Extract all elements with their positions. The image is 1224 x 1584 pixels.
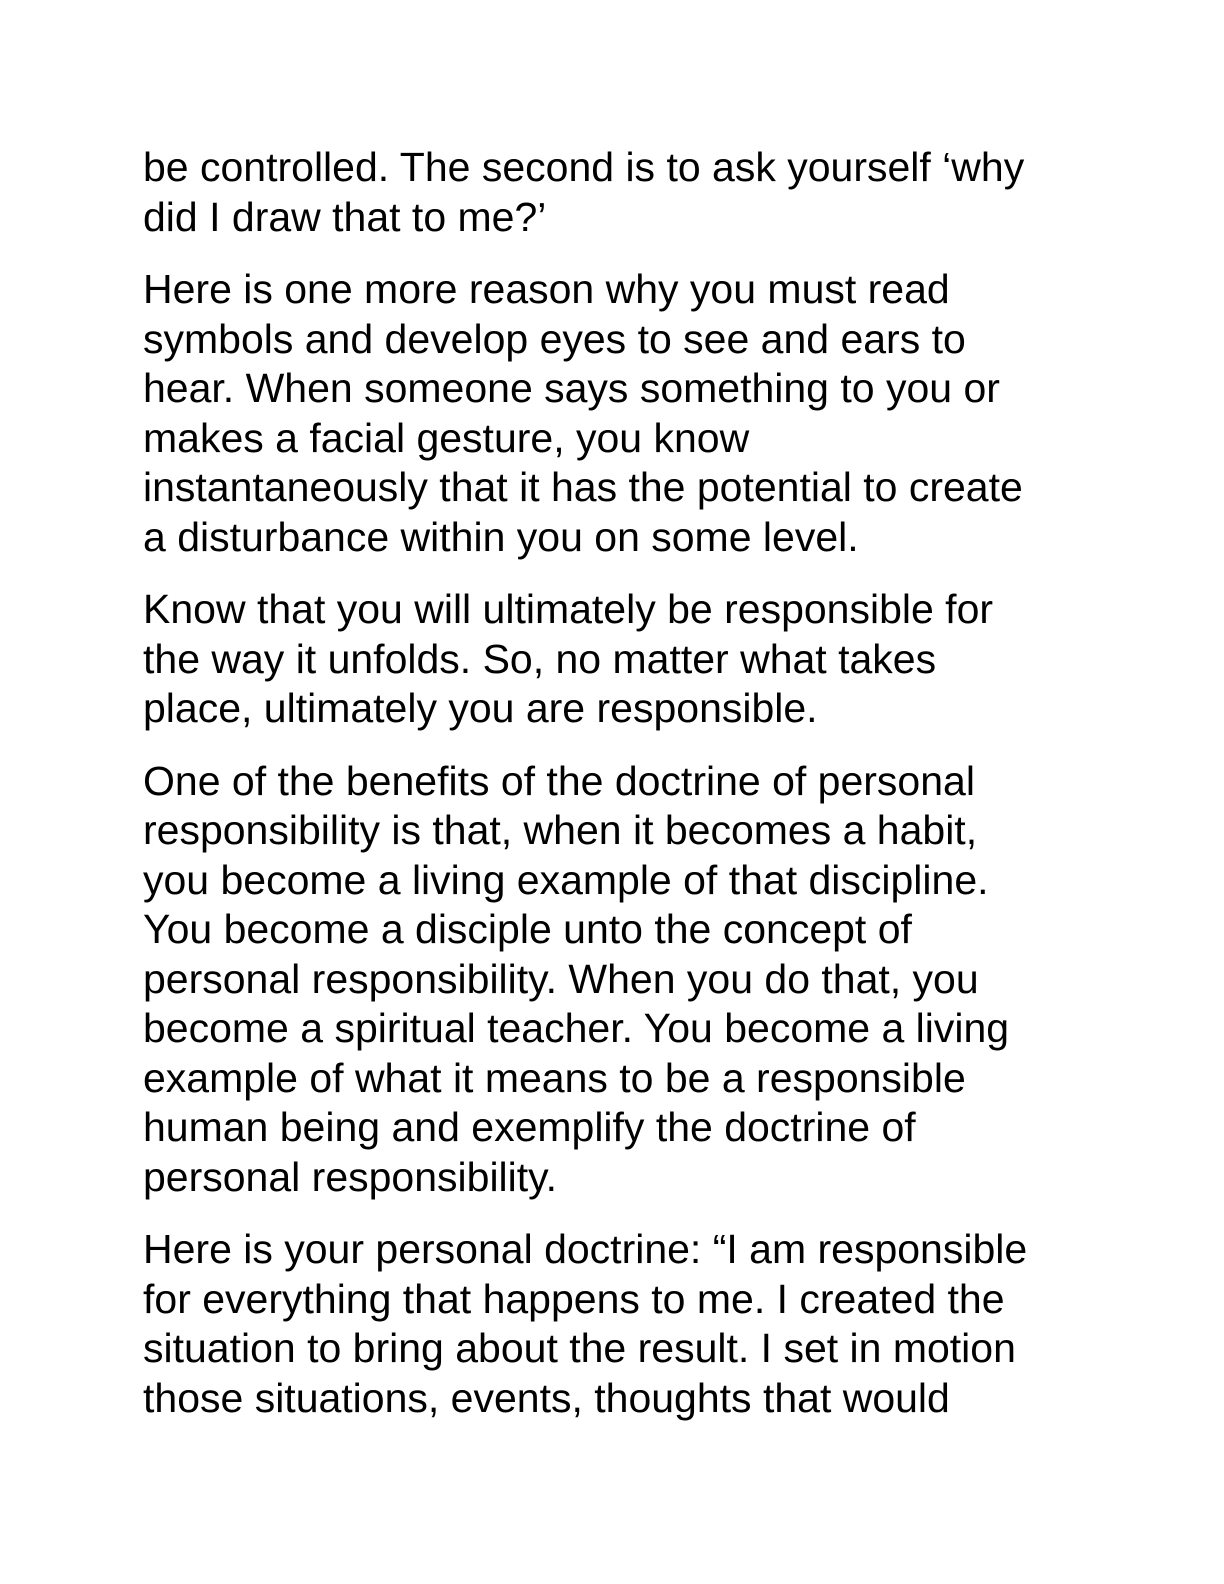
text-line: makes a facial gesture, you know <box>143 414 750 461</box>
text-line: personal responsibility. <box>143 1153 558 1200</box>
text-line: be controlled. The second is to ask yourself ‘why <box>143 144 1025 190</box>
text-line: become a spiritual teacher. You become a living <box>143 1005 1010 1051</box>
text-line: Here is one more reason why you must read <box>143 266 950 312</box>
text-line: hear. When someone says something to you or <box>143 365 1000 411</box>
paragraph-5 <box>143 1225 1083 1423</box>
paragraph-3 <box>143 585 1083 734</box>
text-line: those situations, events, thoughts that would <box>143 1374 950 1421</box>
paragraph-1 <box>143 143 1083 242</box>
text-line: One of the benefits of the doctrine of personal <box>143 757 975 804</box>
paragraph-4 <box>143 757 1083 1203</box>
paragraph-2 <box>143 265 1083 562</box>
text-line: the way it unfolds. So, no matter what takes <box>143 635 937 682</box>
text-line: for everything that happens to me. I created the <box>143 1275 1005 1322</box>
text-line: did I draw that to me?’ <box>143 193 547 240</box>
text-line: example of what it means to be a responsible <box>143 1054 966 1101</box>
text-line: you become a living example of that discipline. <box>143 856 989 903</box>
text-line: responsibility is that, when it becomes a habit, <box>143 807 978 853</box>
text-line: personal responsibility. When you do that, you <box>143 955 979 1002</box>
text-line: symbols and develop eyes to see and ears to <box>143 315 966 362</box>
text-line: You become a disciple unto the concept of <box>143 906 912 952</box>
text-line: Here is your personal doctrine: “I am responsible <box>143 1226 1028 1272</box>
text-line: Know that you will ultimately be responsible for <box>143 586 994 632</box>
document-page <box>143 143 1083 1446</box>
text-line: place, ultimately you are responsible. <box>143 685 818 731</box>
text-line: a disturbance within you on some level. <box>143 513 859 560</box>
text-line: human being and exemplify the doctrine of <box>143 1104 916 1150</box>
text-line: instantaneously that it has the potential to create <box>143 464 1023 510</box>
text-line: situation to bring about the result. I set in motion <box>143 1325 1016 1371</box>
